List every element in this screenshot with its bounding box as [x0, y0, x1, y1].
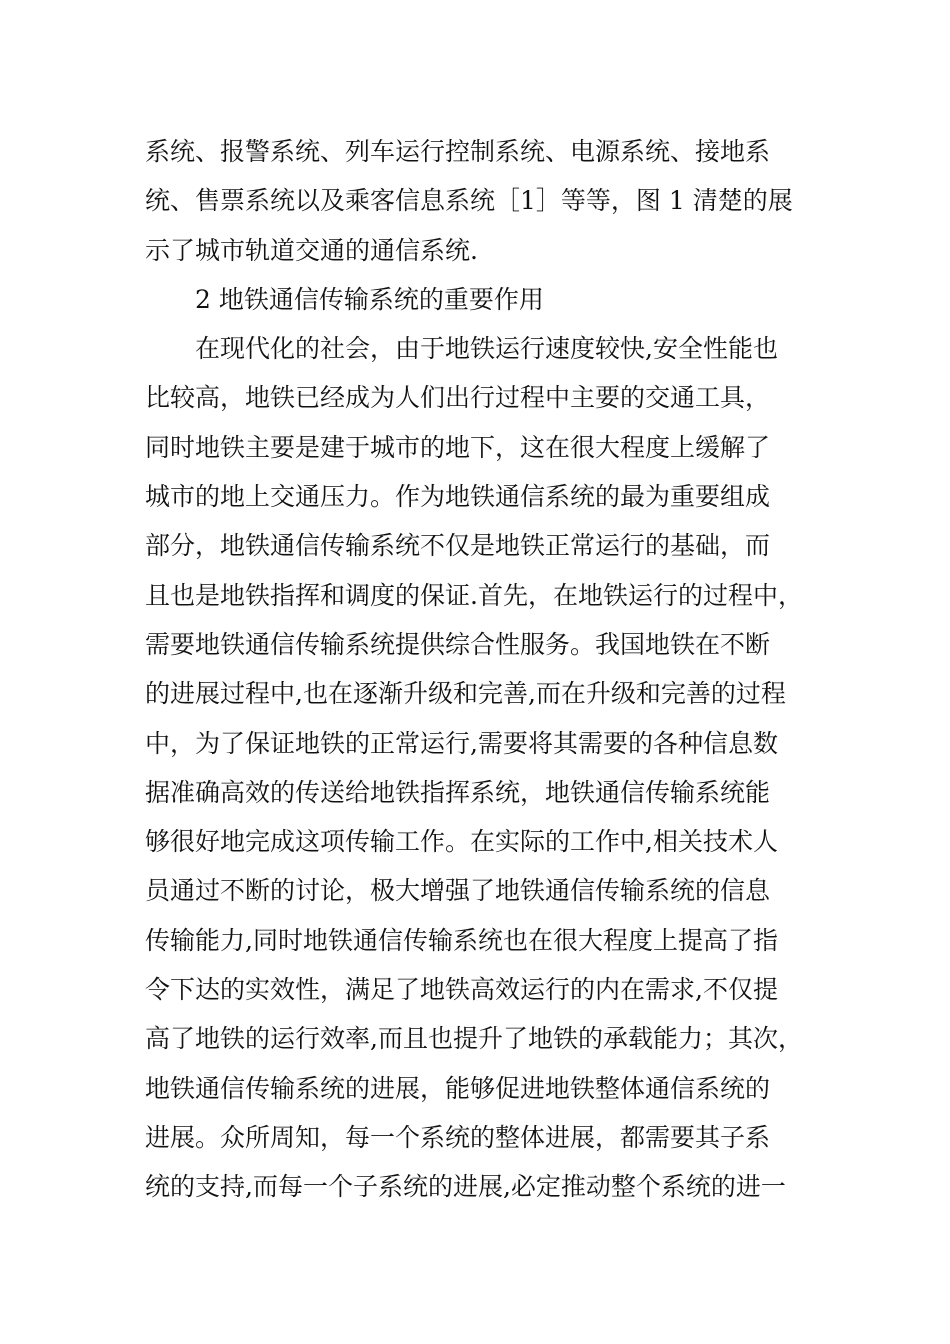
text-line: 的进展过程中,也在逐渐升级和完善,而在升级和完善的过程: [145, 679, 786, 709]
text-line: 部分，地铁通信传输系统不仅是地铁正常运行的基础，而: [145, 531, 771, 561]
paragraph-1: [145, 127, 805, 275]
text-line: 据准确高效的传送给地铁指挥系统，地铁通信传输系统能: [145, 777, 771, 807]
text-line: 在现代化的社会，由于地铁运行速度较快,安全性能也: [195, 334, 778, 364]
text-line: 进展。众所周知，每一个系统的整体进展，都需要其子系: [145, 1122, 771, 1152]
text-line: 且也是地铁指挥和调度的保证.首先，在地铁运行的过程中，: [145, 580, 803, 610]
text-line: 比较高，地铁已经成为人们出行过程中主要的交通工具，: [145, 383, 771, 413]
text-line: 需要地铁通信传输系统提供综合性服务。我国地铁在不断: [145, 629, 771, 659]
text-line: 示了城市轨道交通的通信系统.: [145, 235, 478, 265]
text-line: 地铁通信传输系统的进展，能够促进地铁整体通信系统的: [145, 1073, 771, 1103]
text-line: 城市的地上交通压力。作为地铁通信系统的最为重要组成: [145, 482, 771, 512]
text-line: 同时地铁主要是建于城市的地下，这在很大程度上缓解了: [145, 432, 771, 462]
text-line: 统的支持,而每一个子系统的进展,必定推动整个系统的进一: [145, 1172, 786, 1202]
text-line: 员通过不断的讨论，极大增强了地铁通信传输系统的信息: [145, 876, 771, 906]
body-text: [145, 127, 805, 1212]
text-line: 够很好地完成这项传输工作。在实际的工作中,相关技术人: [145, 827, 778, 857]
text-line: 高了地铁的运行效率,而且也提升了地铁的承载能力；其次，: [145, 1024, 803, 1054]
text-line: 传输能力,同时地铁通信传输系统也在很大程度上提高了指: [145, 925, 778, 955]
section-heading: 2 地铁通信传输系统的重要作用: [195, 284, 544, 314]
text-line: 统、售票系统以及乘客信息系统［1］等等，图 1 清楚的展: [145, 186, 793, 216]
paragraph-2: [145, 324, 805, 1211]
text-line: 中，为了保证地铁的正常运行,需要将其需要的各种信息数: [145, 728, 778, 758]
text-line: 系统、报警系统、列车运行控制系统、电源系统、接地系: [145, 137, 771, 166]
text-line: 令下达的实效性，满足了地铁高效运行的内在需求,不仅提: [145, 975, 778, 1005]
